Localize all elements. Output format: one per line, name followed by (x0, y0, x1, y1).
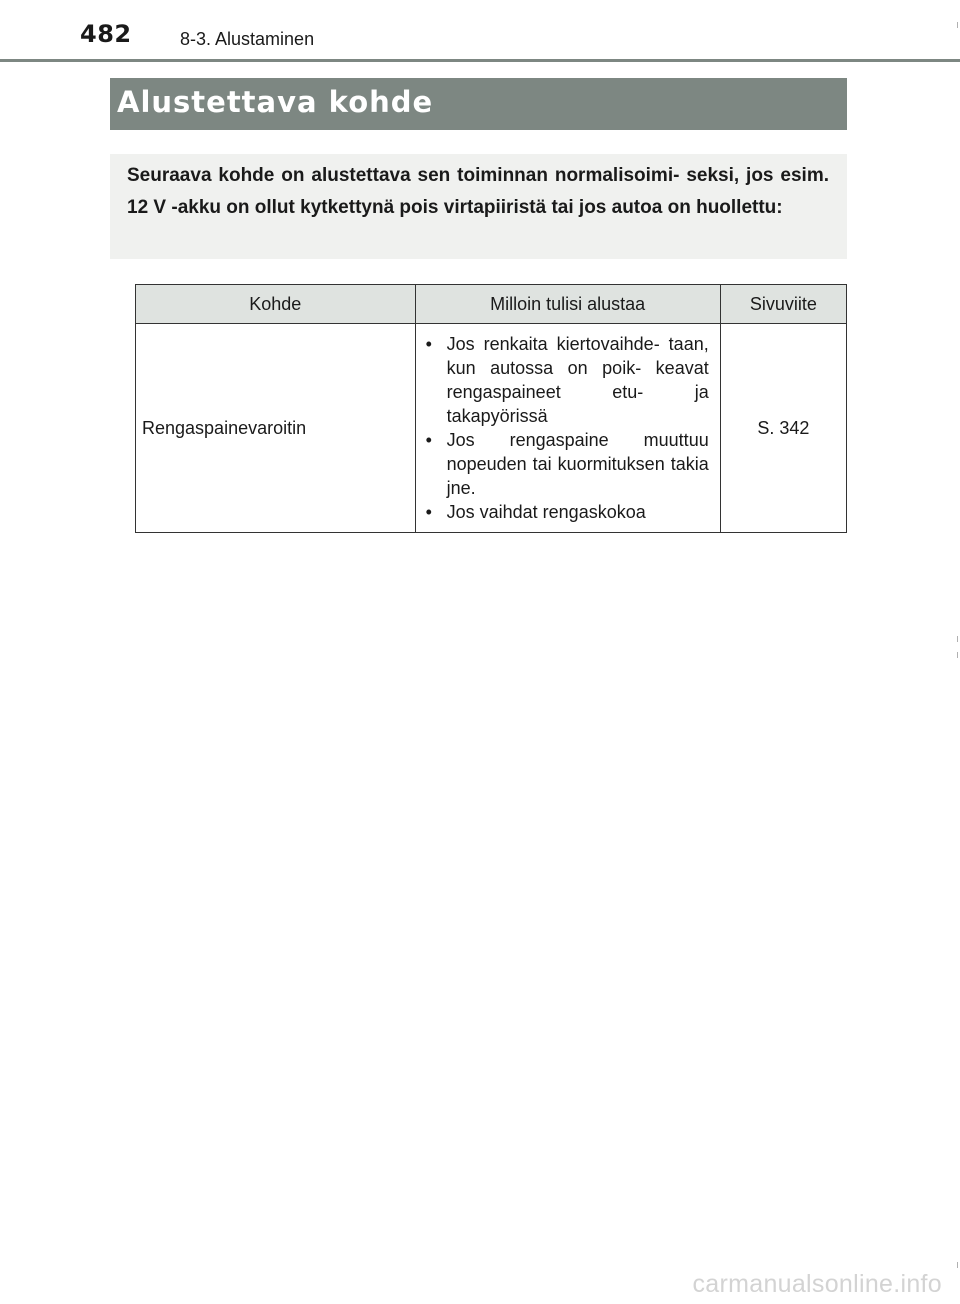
cell-page-ref: S. 342 (720, 324, 846, 533)
section-title: Alustettava kohde (117, 85, 434, 119)
edge-mark (957, 652, 958, 658)
list-item: • Jos rengaspaine muuttuu nopeuden tai kuormituksen takia jne. (423, 428, 709, 500)
condition-list (423, 332, 709, 524)
edge-mark (957, 1262, 958, 1268)
page-header (0, 0, 960, 62)
table-header-row (136, 285, 847, 324)
intro-text: Seuraava kohde on alustettava sen toiminnan normalisoimi- seksi, jos esim. 12 V -akku on ollut kytkettynä pois virtapiiristä tai jos autoa on huollettu: (127, 165, 829, 218)
list-item: • Jos vaihdat rengaskokoa (423, 500, 709, 524)
column-header-milloin: Milloin tulisi alustaa (415, 285, 720, 324)
cell-when (415, 324, 720, 533)
column-header-kohde: Kohde (136, 285, 416, 324)
watermark: carmanualsonline.info (692, 1270, 942, 1298)
table-row (136, 324, 847, 533)
edge-mark (957, 22, 958, 28)
section-label: 8-3. Alustaminen (180, 29, 315, 49)
column-header-sivuviite: Sivuviite (720, 285, 846, 324)
page-number: 482 (80, 20, 132, 48)
title-band (110, 78, 847, 130)
intro-box (110, 154, 847, 259)
reset-items-table (135, 284, 847, 533)
cell-item: Rengaspainevaroitin (136, 324, 416, 533)
list-item: • Jos renkaita kiertovaihde- taan, kun autossa on poik- keavat rengaspaineet etu- ja takapyörissä (423, 332, 709, 428)
edge-mark (957, 636, 958, 642)
header-rule (0, 59, 960, 62)
